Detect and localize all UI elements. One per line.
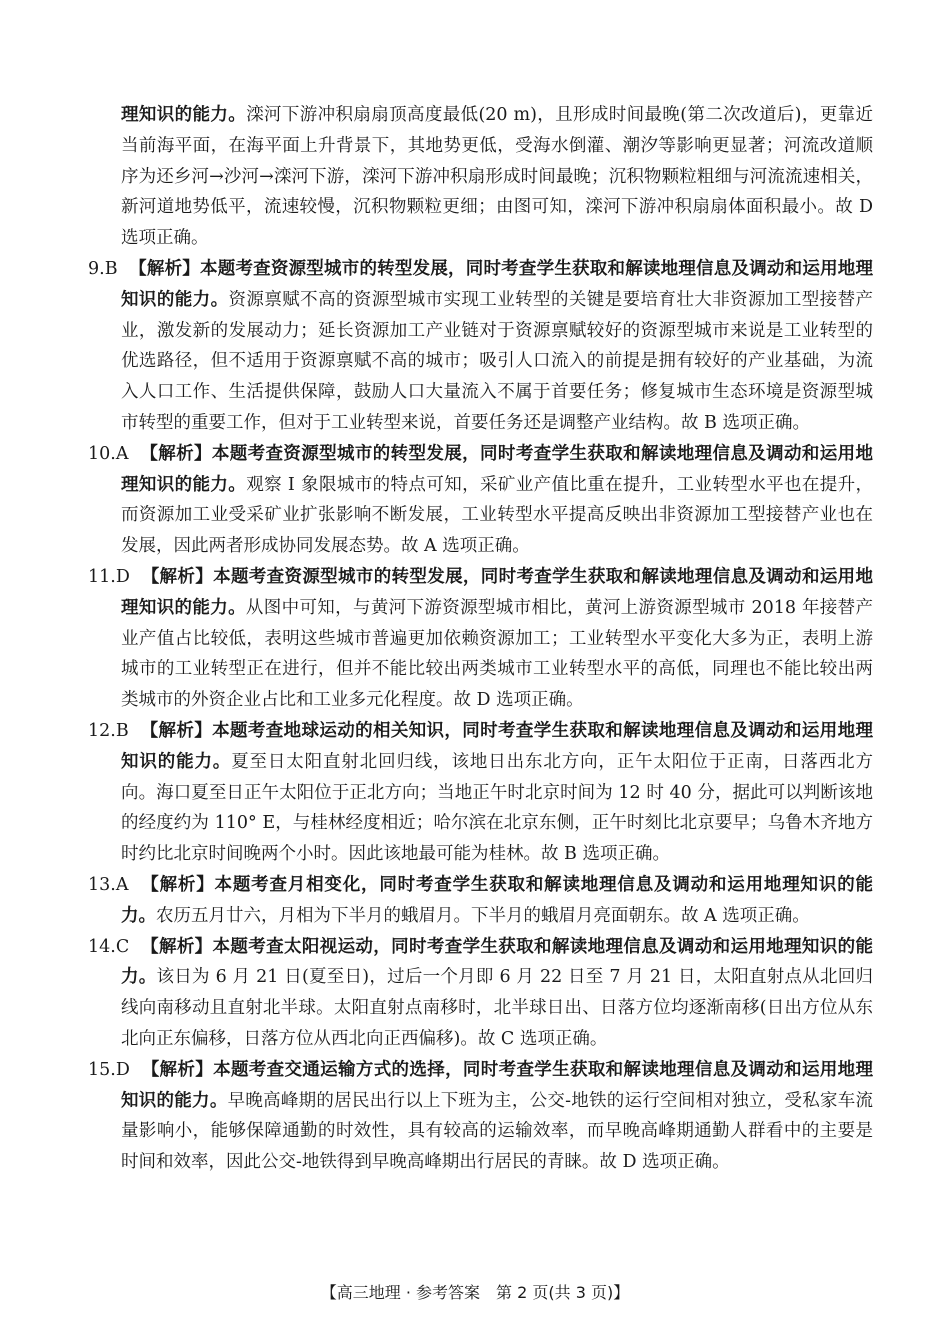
item-number: 10.: [88, 443, 116, 464]
item-answer: D: [115, 1059, 130, 1080]
item-answer: C: [115, 936, 130, 957]
item-answer: A: [115, 443, 129, 464]
answer-item-9: [88, 254, 873, 439]
item-number: 15.: [88, 1059, 116, 1080]
item-lead: 本题考查资源型城市的转型发展，同时考查学生获取和解读地理信息及调动和运用地理知识的能力。: [121, 566, 874, 618]
item-number: 12.: [88, 720, 116, 741]
item-number: 14.: [88, 936, 116, 957]
answer-item-12: [88, 716, 873, 870]
item-analysis-tag: 【解析】: [141, 566, 214, 587]
item-lead: 本题考查资源型城市的转型发展，同时考查学生获取和解读地理信息及调动和运用地理知识的能力。: [121, 443, 873, 495]
continuation-lead: 理知识的能力。: [121, 105, 247, 125]
item-analysis-tag: 【解析】: [140, 720, 213, 741]
item-number: 11.: [88, 566, 116, 587]
item-text: 从图中可知，与黄河下游资源型城市相比，黄河上游资源型城市 2018 年接替产业产值占比较低，表明这些城市普遍更加依赖资源加工；工业转型水平变化大多为正，表明上游城市的工业转型正在进行，但并不能比较出两类城市工业转型水平的高低，同理也不能比较出两类城市的外资企业占比和工业多元化程度。故 D 选项正确。: [121, 597, 873, 711]
answer-item-15: [88, 1055, 873, 1178]
item-analysis-tag: 【解析】: [140, 443, 212, 464]
item-lead: 本题考查太阳视运动，同时考查学生获取和解读地理信息及调动和运用地理知识的能力。: [121, 936, 874, 988]
item-analysis-tag: 【解析】: [129, 258, 201, 279]
item-text: 该日为 6 月 21 日(夏至日)，过后一个月即 6 月 22 日至 7 月 21 日，太阳直射点从北回归线向南移动且直射北半球。太阳直射点南移时，北半球日出、日落方位均逐渐南移(日出方位从东北向正东偏移，日落方位从西北向正西偏移)。故 C 选项正确。: [121, 967, 873, 1049]
answer-content: [88, 100, 873, 1178]
item-lead: 本题考查地球运动的相关知识，同时考查学生获取和解读地理信息及调动和运用地理知识的能力。: [121, 720, 873, 772]
item-answer: D: [115, 566, 130, 587]
answer-item-13: [88, 870, 873, 932]
item-answer: B: [115, 720, 129, 741]
continuation-paragraph: [88, 100, 873, 254]
item-lead: 本题考查资源型城市的转型发展，同时考查学生获取和解读地理信息及调动和运用地理知识的能力。: [121, 258, 873, 310]
item-answer: A: [115, 874, 129, 895]
answer-item-11: [88, 562, 873, 716]
continuation-text: 滦河下游冲积扇扇顶高度最低(20 m)，且形成时间最晚(第二次改道后)，更靠近当前海平面，在海平面上升背景下，其地势更低，受海水倒灌、潮汐等影响更显著；河流改道顺序为还乡河→沙河→滦河下游，滦河下游冲积扇形成时间最晚；沉积物颗粒粗细与河流流速相关，新河道地势低平，流速较慢，沉积物颗粒更细；由图可知，滦河下游冲积扇扇体面积最小。故 D 选项正确。: [121, 105, 874, 249]
item-text: 资源禀赋不高的资源型城市实现工业转型的关键是要培育壮大非资源加工型接替产业，激发新的发展动力；延长资源加工产业链对于资源禀赋较好的资源型城市来说是工业转型的优选路径，但不适用于资源禀赋不高的城市；吸引人口流入的前提是拥有较好的产业基础，为流入人口工作、生活提供保障，鼓励人口大量流入不属于首要任务；修复城市生态环境是资源型城市转型的重要工作，但对于工业转型来说，首要任务还是调整产业结构。故 B 选项正确。: [121, 289, 874, 433]
page-footer: 【高三地理 · 参考答案 第 2 页(共 3 页)】: [320, 1283, 630, 1302]
item-text: 早晚高峰期的居民出行以上下班为主，公交-地铁的运行空间相对独立，受私家车流量影响小，能够保障通勤的时效性，具有较高的运输效率，而早晚高峰期通勤人群看中的主要是时间和效率，因此公交-地铁得到早晚高峰期出行居民的青睐。故 D 选项正确。: [121, 1090, 873, 1173]
item-lead: 本题考查月相变化，同时考查学生获取和解读地理信息及调动和运用地理知识的能力。: [121, 874, 874, 926]
item-text: 农历五月廿六，月相为下半月的蛾眉月。下半月的蛾眉月亮面朝东。故 A 选项正确。: [156, 905, 810, 926]
item-text: 夏至日太阳直射北回归线，该地日出东北方向，正午太阳位于正南，日落西北方向。海口夏至日正午太阳位于正北方向；当地正午时北京时间为 12 时 40 分，据此可以判断该地的经度约为 110° E，与桂林经度相近；哈尔滨在北京东侧，正午时刻比北京要早；乌鲁木齐地方时约比北京时间晚两个小时。因此该地最可能为桂林。故 B 选项正确。: [121, 751, 874, 865]
item-text: 观察 Ⅰ 象限城市的特点可知，采矿业产值比重在提升，工业转型水平也在提升，而资源加工业受采矿业扩张影响不断发展，工业转型水平提高反映出非资源加工型接替产业也在发展，因此两者形成协同发展态势。故 A 选项正确。: [121, 474, 873, 557]
item-answer: B: [104, 258, 118, 279]
item-analysis-tag: 【解析】: [141, 874, 215, 895]
answer-item-10: [88, 439, 873, 562]
answer-item-14: [88, 932, 873, 1055]
item-analysis-tag: 【解析】: [141, 936, 213, 957]
item-number: 13.: [88, 874, 116, 895]
item-number: 9.: [88, 258, 105, 279]
item-lead: 本题考查交通运输方式的选择，同时考查学生获取和解读地理信息及调动和运用地理知识的能力。: [121, 1059, 874, 1111]
item-analysis-tag: 【解析】: [141, 1059, 214, 1080]
